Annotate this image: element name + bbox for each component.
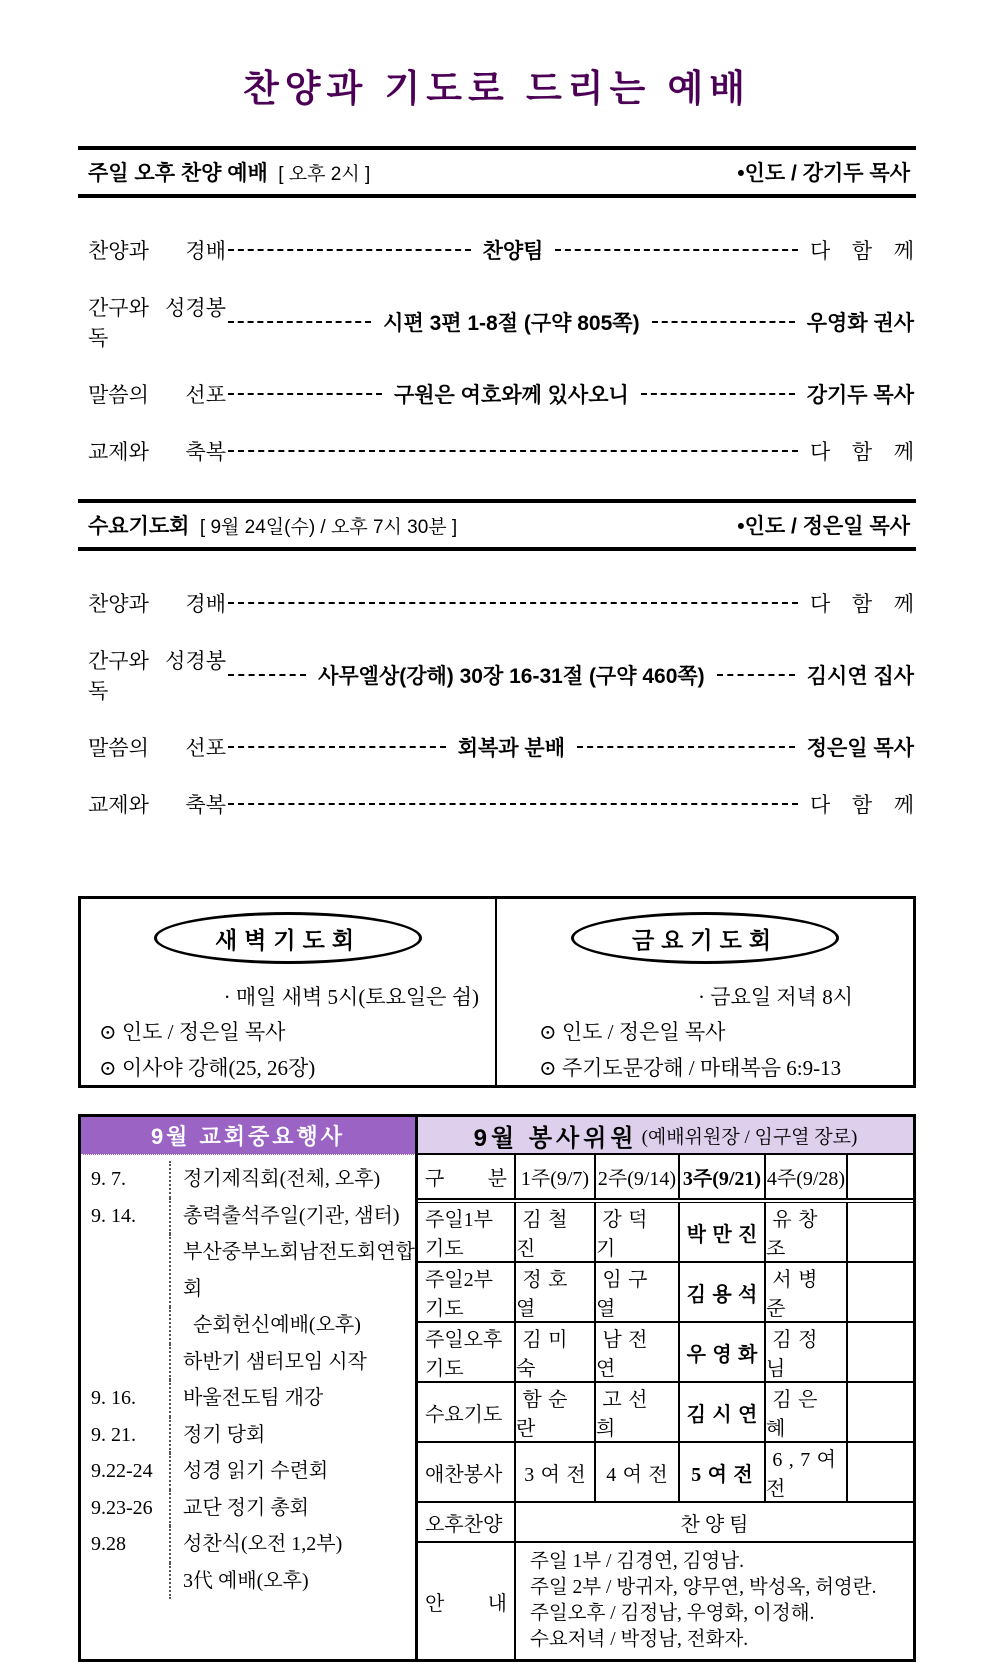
dash-line	[577, 746, 795, 748]
event-row	[81, 1490, 415, 1527]
event-row	[81, 1161, 415, 1198]
duty-column-header-row	[418, 1155, 913, 1203]
event-date: 9.22-24	[91, 1460, 153, 1482]
duty-cell: 김미숙	[514, 1321, 594, 1381]
event-row	[81, 1307, 415, 1344]
event-text: 정기제직회(전체, 오후)	[169, 1161, 415, 1198]
event-date: 9. 16.	[91, 1387, 136, 1409]
dash-line	[641, 393, 795, 395]
duty-col-week2: 2주(9/14)	[594, 1155, 678, 1199]
duty-cell-empty	[846, 1321, 913, 1381]
duty-cell: 김철진	[514, 1203, 594, 1261]
duty-cell: 함순란	[514, 1381, 594, 1441]
dash-line	[228, 746, 446, 748]
duty-col-week1: 1주(9/7)	[514, 1155, 594, 1199]
event-row	[81, 1563, 415, 1600]
duty-cell: 4여전	[594, 1441, 678, 1501]
event-text: 3代 예배(오후)	[169, 1563, 415, 1600]
duty-table-header	[418, 1117, 913, 1155]
order-of-worship-wednesday	[78, 551, 916, 852]
duty-cell: 고선희	[594, 1381, 678, 1441]
dawn-prayer-title: 새벽기도회	[154, 912, 422, 964]
duty-cell-empty	[846, 1261, 913, 1321]
order-item	[88, 379, 914, 409]
dash-line	[228, 249, 471, 251]
event-row	[81, 1453, 415, 1490]
event-text: 성경 읽기 수련회	[169, 1453, 415, 1490]
event-text: 바울전도팀 개강	[169, 1380, 415, 1417]
page-title: 찬양과 기도로 드리는 예배	[242, 68, 751, 109]
event-row	[81, 1526, 415, 1563]
order-item-content: 회복과 분배	[457, 737, 565, 760]
dash-line	[228, 450, 798, 452]
dash-line	[228, 674, 306, 676]
event-date	[81, 1344, 169, 1381]
guide-line: 주일 2부 / 방귀자, 양무연, 박성옥, 허영란.	[530, 1577, 877, 1598]
duty-cell: 서병준	[764, 1261, 846, 1321]
dash-line	[717, 674, 795, 676]
event-row	[81, 1344, 415, 1381]
event-row	[81, 1380, 415, 1417]
duty-col-empty	[846, 1155, 913, 1199]
dash-line	[555, 249, 798, 251]
event-text: 순회헌신예배(오후)	[169, 1307, 415, 1344]
guide-line: 주일 1부 / 김경연, 김영남.	[530, 1551, 744, 1572]
september-duty-table	[418, 1114, 916, 1662]
section-name-group	[88, 510, 457, 540]
duty-row-label: 주일2부기도	[418, 1261, 514, 1321]
duty-cell: 강덕기	[594, 1203, 678, 1261]
order-of-worship-sunday	[78, 198, 916, 499]
order-item	[88, 588, 914, 618]
friday-prayer-time: · 금요일 저녁 8시	[698, 985, 853, 1009]
duty-cell: 김정님	[764, 1321, 846, 1381]
event-date: 9. 7.	[91, 1168, 126, 1190]
duty-cell: 남전연	[594, 1321, 678, 1381]
dawn-prayer-leader: ⊙ 인도 / 정은일 목사	[99, 1020, 286, 1044]
section-header-sunday-afternoon	[78, 146, 916, 198]
order-item	[88, 789, 914, 819]
dash-line	[228, 602, 798, 604]
dash-line	[228, 321, 371, 323]
order-item-person: 김시연 집사	[806, 665, 915, 688]
event-text: 총력출석주일(기관, 샘터)	[169, 1198, 415, 1235]
friday-prayer-topic: ⊙ 주기도문강해 / 마태복음 6:9-13	[539, 1056, 842, 1080]
duty-row-wednesday-prayer	[418, 1381, 913, 1441]
friday-prayer-leader: ⊙ 인도 / 정은일 목사	[539, 1020, 726, 1044]
order-item-content: 사무엘상(강해) 30장 16-31절 (구약 460쪽)	[318, 665, 705, 688]
order-item-person: 다 함 께	[810, 239, 915, 263]
dash-line	[228, 803, 798, 805]
dawn-prayer-topic: ⊙ 이사야 강해(25, 26장)	[99, 1056, 316, 1080]
order-item	[88, 645, 914, 705]
duty-row-sunday1-prayer	[418, 1203, 913, 1261]
guide-line: 주일오후 / 김정남, 우영화, 이정해.	[530, 1603, 815, 1624]
event-text: 정기 당회	[169, 1417, 415, 1454]
order-item-content: 구원은 여호와께 있사오니	[393, 384, 629, 407]
event-date	[81, 1307, 169, 1344]
section-leader: •인도 / 강기두 목사	[737, 162, 910, 185]
duty-row-label: 애찬봉사	[418, 1441, 514, 1501]
event-date: 9. 14.	[91, 1204, 136, 1227]
duty-cell: 정호열	[514, 1261, 594, 1321]
order-item	[88, 235, 914, 265]
duty-col-category: 구 분	[418, 1155, 514, 1199]
dash-line	[652, 321, 795, 323]
event-row	[81, 1417, 415, 1454]
duty-cell: 김용석	[678, 1261, 764, 1321]
guide-assignments	[514, 1541, 913, 1659]
order-item-person: 우영화 권사	[806, 312, 915, 335]
september-events-table	[78, 1114, 418, 1662]
order-item-label: 간구와 성경봉독	[88, 296, 226, 350]
order-item-label: 말씀의 선포	[88, 736, 226, 760]
order-item-person: 정은일 목사	[806, 737, 914, 760]
duty-cell: 김은혜	[764, 1381, 846, 1441]
duty-cell-empty	[846, 1441, 913, 1501]
duty-cell-choir: 찬 양 팀	[514, 1501, 913, 1541]
duty-row-label: 주일오후기도	[418, 1321, 514, 1381]
order-item	[88, 732, 914, 762]
event-row	[81, 1234, 415, 1307]
friday-prayer-title: 금요기도회	[571, 912, 839, 964]
order-item-label: 교제와 축복	[88, 793, 226, 817]
events-table-header: 9월 교회중요행사	[81, 1117, 415, 1155]
section-header-wednesday-prayer	[78, 499, 916, 551]
duty-cell: 우영화	[678, 1321, 764, 1381]
duty-row-sunday2-prayer	[418, 1261, 913, 1321]
order-item-person: 다 함 께	[810, 440, 914, 464]
duty-cell: 김시연	[678, 1381, 764, 1441]
event-text: 부산중부노회남전도회연합회	[169, 1234, 415, 1307]
order-item-label: 교제와 축복	[88, 440, 226, 464]
order-item-person: 다 함 께	[810, 592, 914, 616]
order-item-person: 다 함 께	[810, 793, 914, 817]
event-text: 성찬식(오전 1,2부)	[169, 1526, 415, 1563]
duty-cell: 5여전	[678, 1441, 764, 1501]
event-date: 9.28	[91, 1533, 126, 1555]
bottom-tables	[78, 1114, 916, 1662]
dawn-prayer-time: · 매일 새벽 5시(토요일은 쉼)	[223, 985, 479, 1009]
event-date: 9. 21.	[91, 1423, 136, 1446]
event-date	[81, 1234, 169, 1307]
prayer-boxes	[78, 896, 916, 1088]
events-table-body	[81, 1155, 415, 1607]
dash-line	[228, 393, 382, 395]
section-leader: •인도 / 정은일 목사	[737, 515, 910, 538]
order-item-label: 말씀의 선포	[88, 383, 226, 407]
order-item-label: 찬양과 경배	[88, 592, 226, 616]
duty-col-week4: 4주(9/28)	[764, 1155, 846, 1199]
friday-prayer-box	[497, 899, 913, 1085]
order-item	[88, 292, 914, 352]
duty-row-afternoon-praise	[418, 1501, 913, 1541]
event-text: 하반기 샘터모임 시작	[169, 1344, 415, 1381]
event-row	[81, 1198, 415, 1235]
section-name: 수요기도회	[88, 515, 190, 538]
order-item	[88, 436, 914, 466]
duty-row-guide	[418, 1541, 913, 1659]
duty-row-label: 오후찬양	[418, 1501, 514, 1541]
duty-col-week3: 3주(9/21)	[678, 1155, 764, 1199]
guide-line: 수요저녁 / 박정남, 전화자.	[530, 1629, 749, 1650]
section-time: [ 오후 2시 ]	[278, 164, 371, 185]
order-item-content: 시편 3편 1-8절 (구약 805쪽)	[383, 312, 640, 335]
event-date: 9.23-26	[91, 1496, 153, 1519]
section-name: 주일 오후 찬양 예배	[88, 162, 268, 185]
duty-row-label: 수요기도	[418, 1381, 514, 1441]
order-item-person: 강기두 목사	[806, 384, 914, 407]
duty-row-communion-service	[418, 1441, 913, 1501]
duty-cell: 6,7여전	[764, 1441, 846, 1501]
duty-row-label: 안 내	[418, 1541, 514, 1659]
duty-row-label: 주일1부기도	[425, 1209, 493, 1260]
duty-cell: 박만진	[678, 1203, 764, 1261]
duty-table-title: 9월 봉사위원	[473, 1124, 638, 1152]
order-item-label: 간구와 성경봉독	[88, 649, 226, 703]
event-date	[81, 1563, 169, 1600]
event-text: 교단 정기 총회	[169, 1490, 415, 1527]
section-name-group	[88, 157, 370, 187]
duty-row-sunday-afternoon-prayer	[418, 1321, 913, 1381]
order-item-label: 찬양과 경배	[88, 239, 226, 263]
duty-cell-empty	[846, 1203, 913, 1261]
duty-cell-empty	[846, 1381, 913, 1441]
duty-cell: 임구열	[594, 1261, 678, 1321]
duty-cell: 유창조	[764, 1203, 846, 1261]
dawn-prayer-box	[81, 899, 497, 1085]
duty-table-subtitle: (예배위원장 / 임구열 장로)	[641, 1126, 858, 1148]
section-time: [ 9월 24일(수) / 오후 7시 30분 ]	[199, 517, 458, 538]
duty-cell: 3여전	[514, 1441, 594, 1501]
order-item-content: 찬양팀	[482, 240, 544, 263]
